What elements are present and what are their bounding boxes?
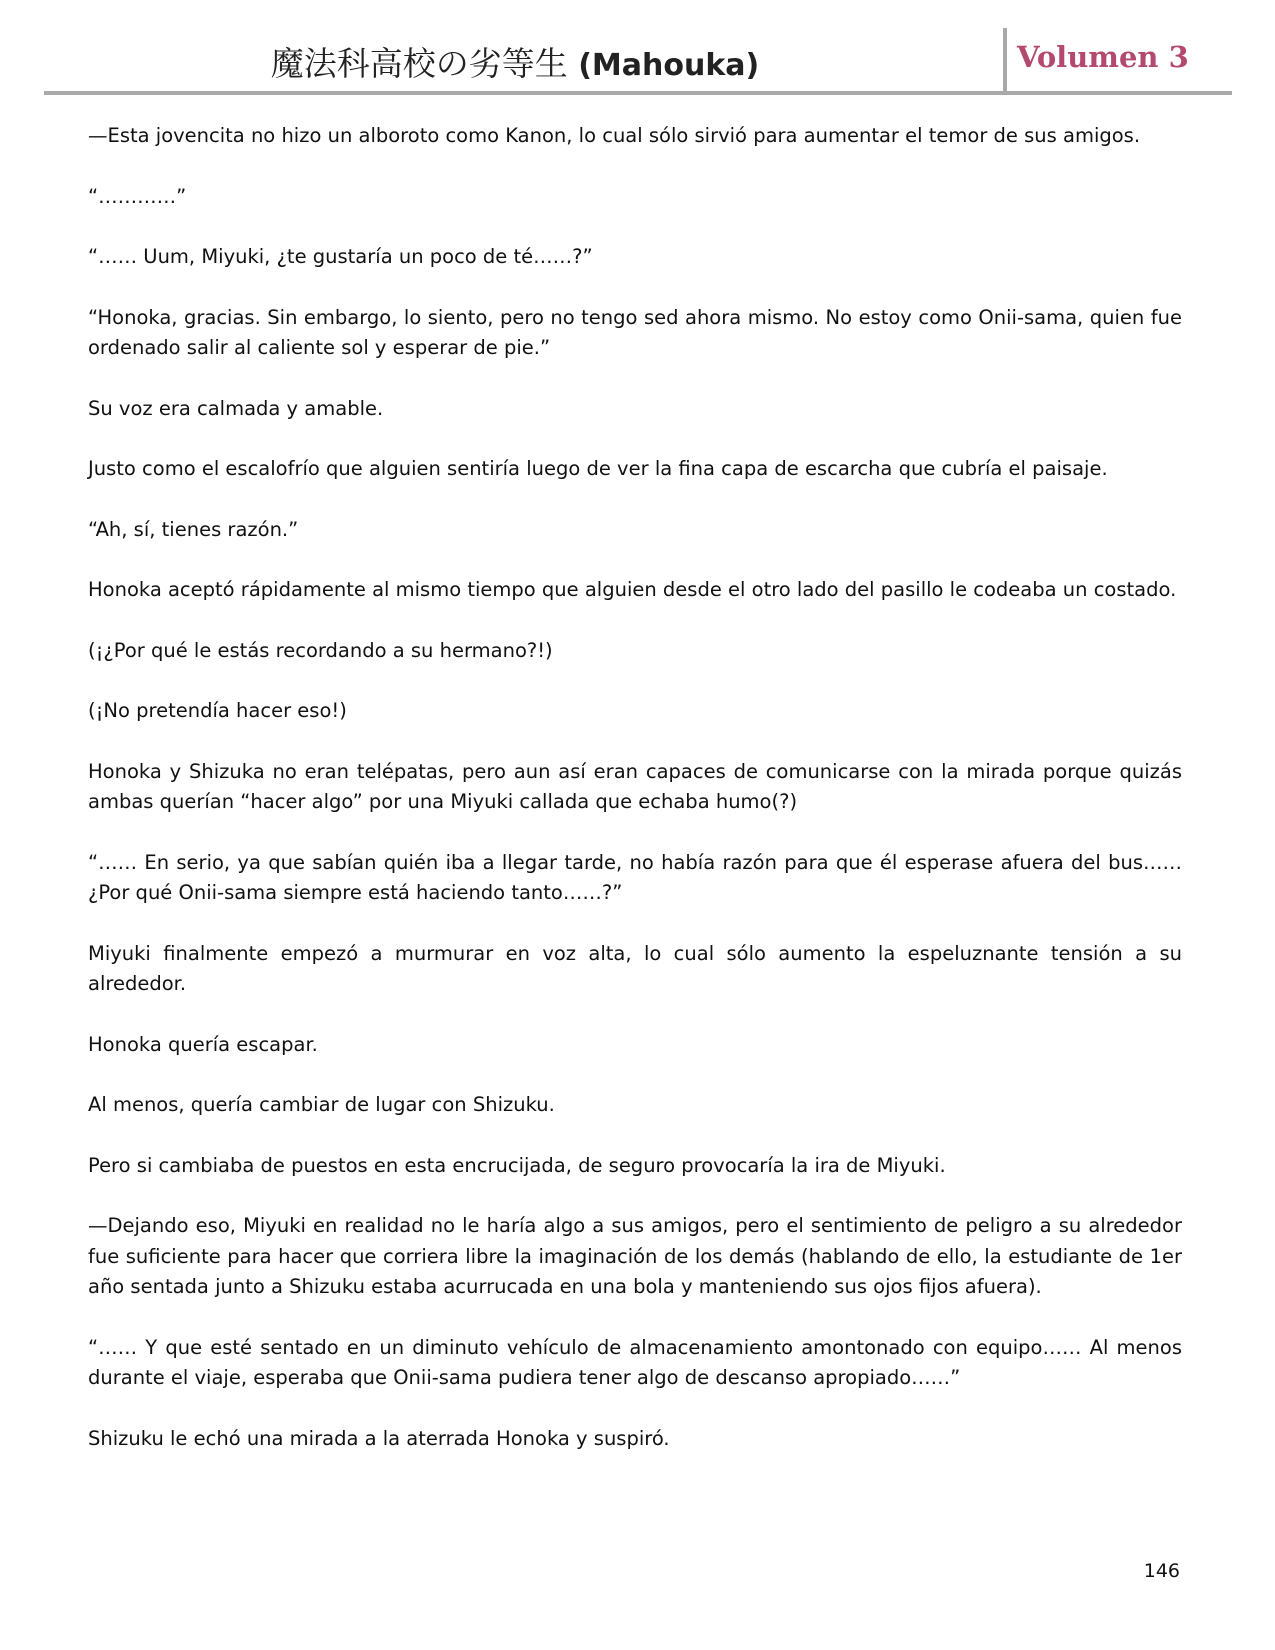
paragraph: (¡¿Por qué le estás recordando a su hermano?!)	[88, 638, 553, 662]
paragraph: Shizuku le echó una mirada a la aterrada Honoka y suspiró.	[88, 1426, 670, 1450]
book-title-latin: (Mahouka)	[578, 48, 760, 83]
book-title	[235, 38, 795, 85]
book-title-japanese: 魔法科高校の劣等生	[270, 44, 568, 83]
paragraph: “…… Y que esté sentado en un diminuto vehículo de almacenamiento amontonado con equipo…… Al menos durante el viaje, esperaba que Onii-sama pudiera tener algo de descanso apropiado……”	[88, 1335, 1182, 1389]
paragraph: “…………”	[88, 184, 187, 208]
header-divider-horizontal	[44, 91, 1232, 95]
paragraph: Su voz era calmada y amable.	[88, 396, 384, 420]
header-divider-vertical	[1003, 28, 1007, 93]
paragraph: —Esta jovencita no hizo un alboroto como Kanon, lo cual sólo sirvió para aumentar el temor de sus amigos.	[88, 124, 1141, 147]
paragraph: “Honoka, gracias. Sin embargo, lo siento, pero no tengo sed ahora mismo. No estoy como Onii-sama, quien fue ordenado salir al caliente sol y esperar de pie.”	[88, 305, 1182, 359]
body-text	[88, 121, 1182, 1484]
paragraph: Honoka y Shizuka no eran telépatas, pero aun así eran capaces de comunicarse con la mirada porque quizás ambas querían “hacer algo” por una Miyuki callada que echaba humo(?)	[88, 759, 1182, 813]
page-header	[0, 0, 1275, 100]
paragraph: Honoka aceptó rápidamente al mismo tiempo que alguien desde el otro lado del pasillo le codeaba un costado.	[88, 578, 1177, 601]
paragraph: “Ah, sí, tienes razón.”	[88, 517, 299, 541]
paragraph: Al menos, quería cambiar de lugar con Shizuku.	[88, 1093, 555, 1116]
page-number: 146	[1143, 1560, 1180, 1582]
paragraph: Justo como el escalofrío que alguien sentiría luego de ver la fina capa de escarcha que cubría el paisaje.	[88, 457, 1108, 480]
volume-label: Volumen 3	[1017, 40, 1189, 74]
paragraph: Honoka quería escapar.	[88, 1032, 318, 1056]
paragraph: (¡No pretendía hacer eso!)	[88, 699, 347, 722]
paragraph: Pero si cambiaba de puestos en esta encrucijada, de seguro provocaría la ira de Miyuki.	[88, 1153, 946, 1177]
paragraph: —Dejando eso, Miyuki en realidad no le haría algo a sus amigos, pero el sentimiento de peligro a su alrededor fue suficiente para hacer que corriera libre la imaginación de los demás (hablando de ello, la estudiante de 1er año sentada junto a Shizuku estaba acurrucada en una bola y manteniendo sus ojos fijos afuera).	[88, 1214, 1182, 1298]
paragraph: Miyuki finalmente empezó a murmurar en voz alta, lo cual sólo aumento la espeluznante tensión a su alrededor.	[88, 941, 1182, 995]
paragraph: “…… Uum, Miyuki, ¿te gustaría un poco de té……?”	[88, 245, 593, 268]
paragraph: “…… En serio, ya que sabían quién iba a llegar tarde, no había razón para que él esperase afuera del bus…… ¿Por qué Onii-sama siempre está haciendo tanto……?”	[88, 850, 1182, 904]
